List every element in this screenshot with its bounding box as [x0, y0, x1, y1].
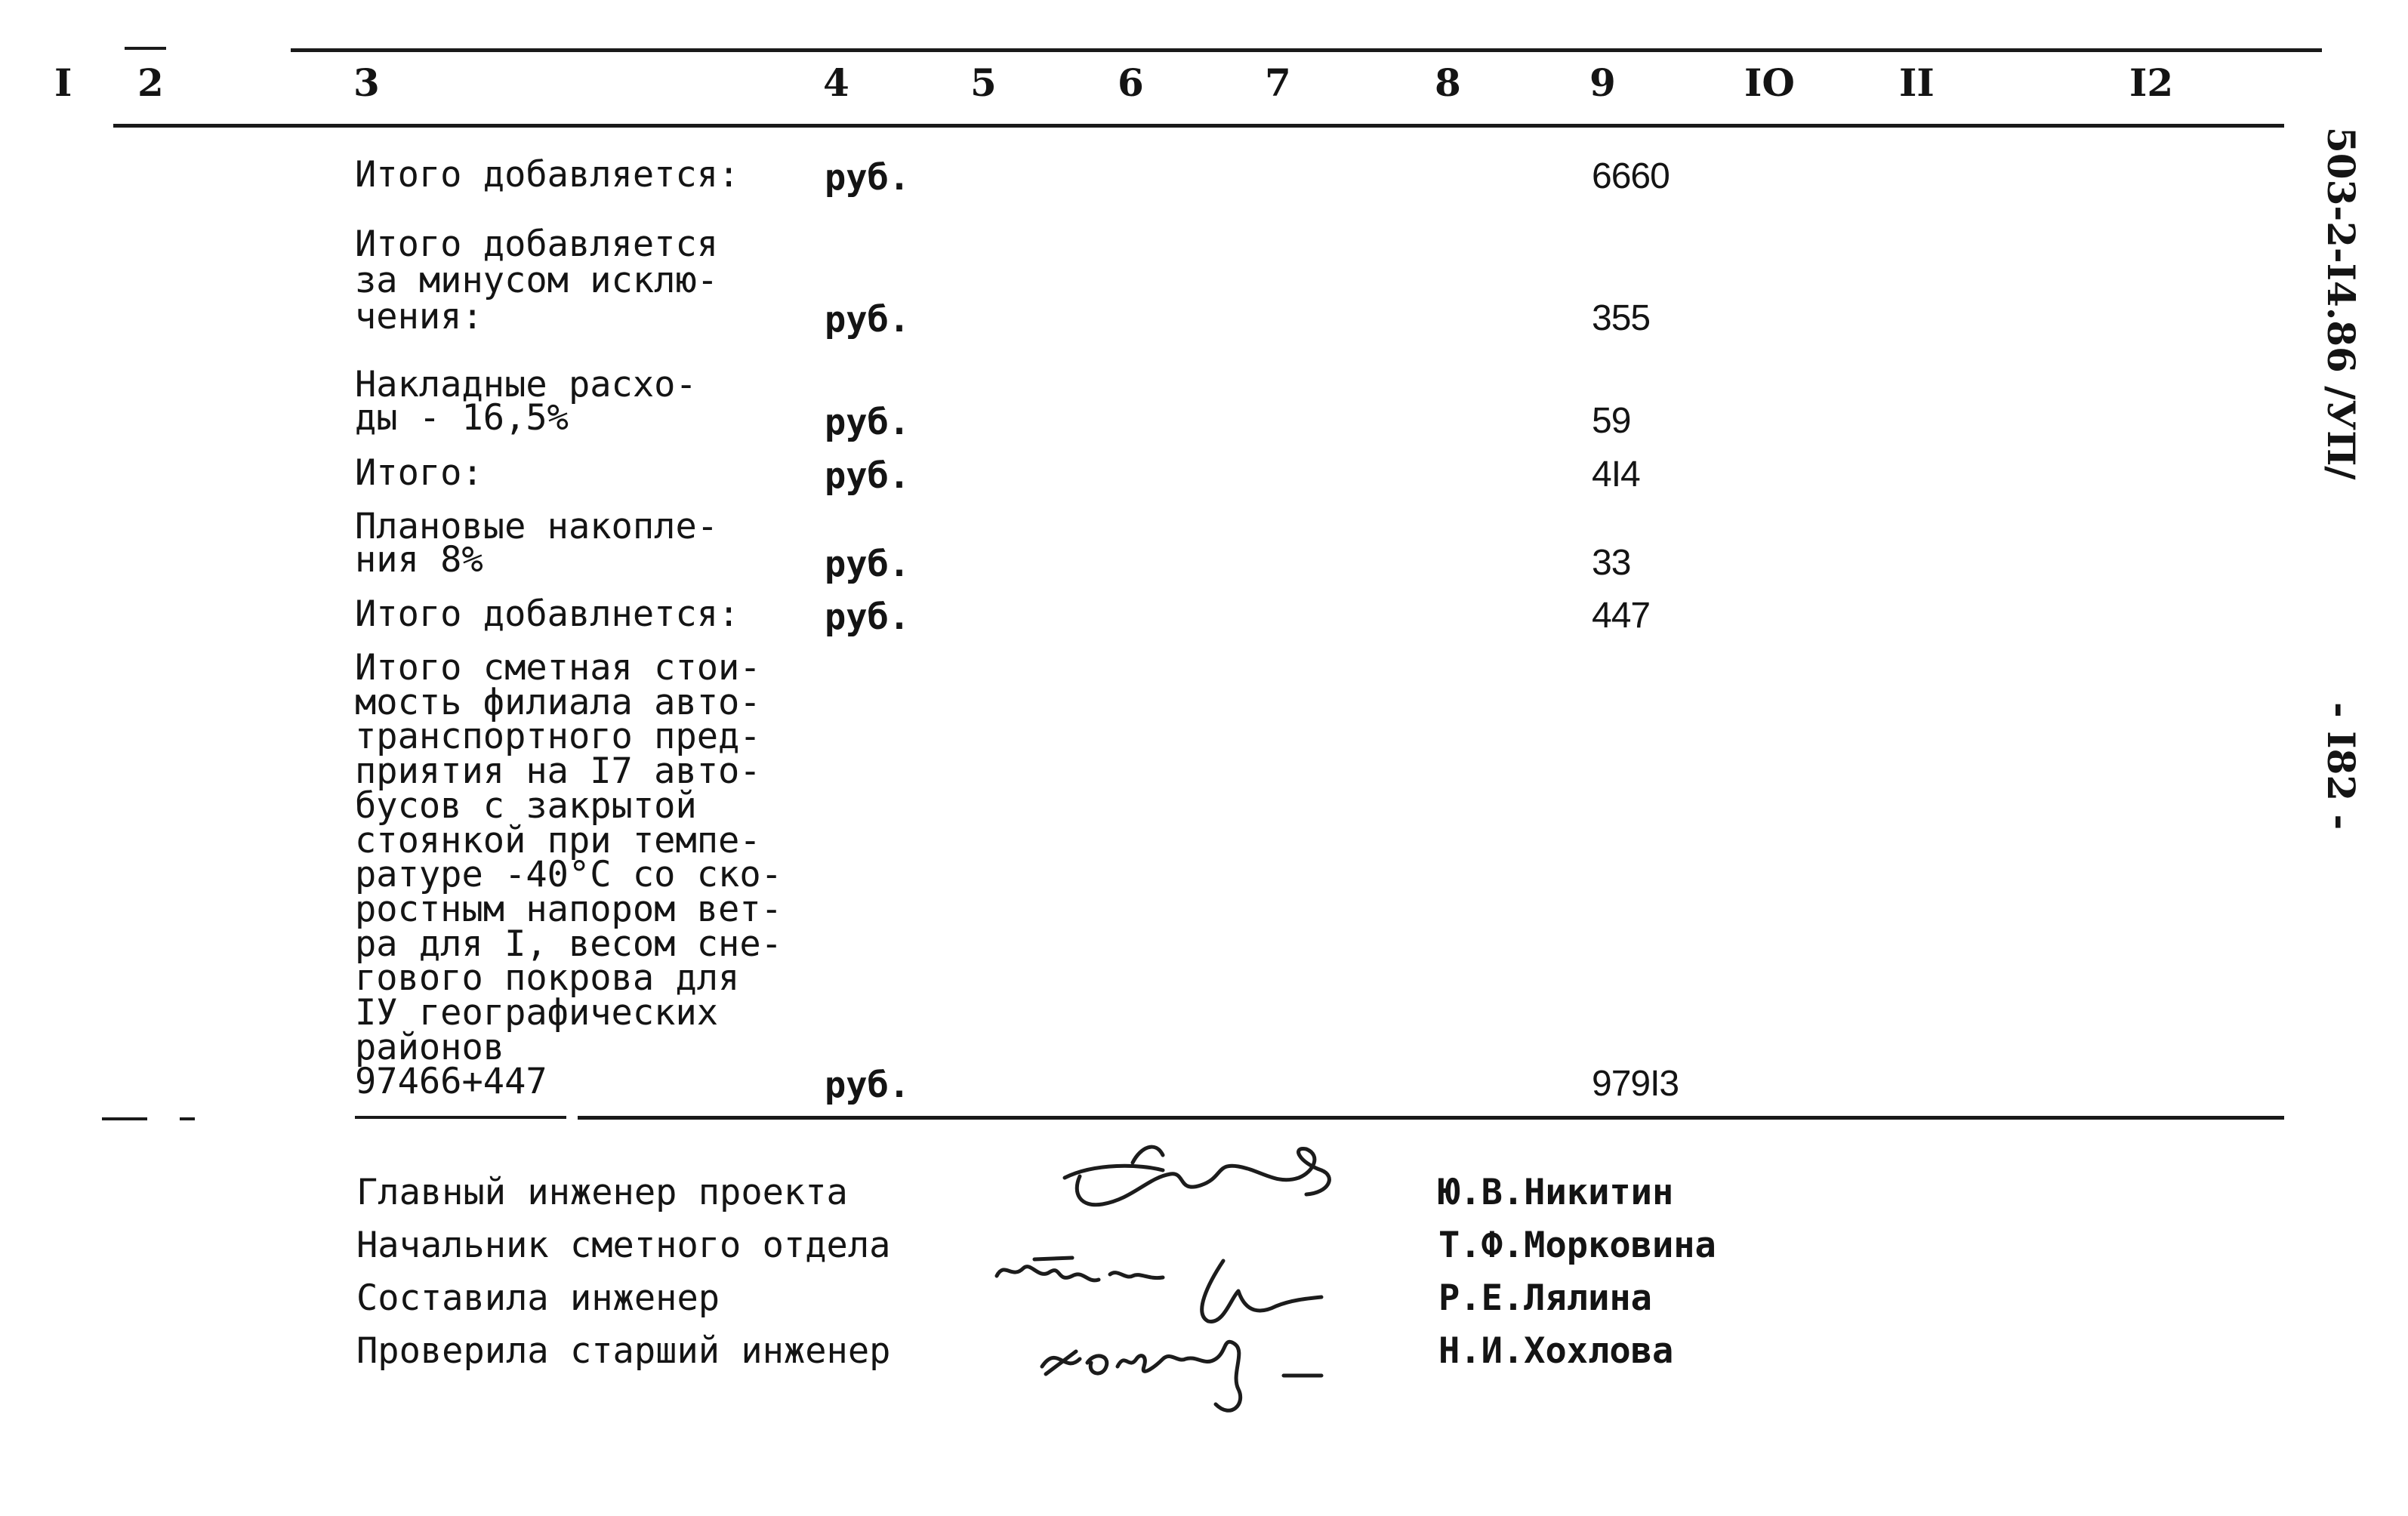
row-label-line: Накладные расхо- [355, 364, 697, 405]
row-unit: руб. [825, 544, 911, 585]
row-label-line: ды - 16,5% [355, 397, 569, 439]
row-label [355, 154, 740, 196]
row-label-line: Плановые накопле- [355, 506, 719, 547]
row-label-line: IУ географических [355, 992, 719, 1034]
signature-morkovina [989, 1238, 1186, 1299]
row-label-line: стоянкой при темпе- [355, 819, 761, 861]
header-rule [113, 124, 2284, 128]
row-label-line: приятия на I7 авто- [355, 750, 761, 793]
signature-nikitin [1050, 1132, 1352, 1238]
row-unit: руб. [825, 596, 911, 638]
column-number: 5 [970, 60, 997, 105]
column-number: 3 [353, 60, 380, 105]
row-label-line: транспортного пред- [355, 716, 761, 758]
column-number: 7 [1265, 60, 1291, 105]
row-label-line: за минусом исклю- [355, 260, 719, 301]
top-rule [291, 48, 2322, 52]
signatory-name: Н.И.Хохлова [1438, 1330, 1674, 1372]
column-number: I [54, 60, 72, 105]
column-number: II [1899, 60, 1935, 105]
row-label-line: гового покрова для [355, 957, 740, 1000]
row-label [355, 364, 697, 439]
column-number: I2 [2129, 60, 2174, 105]
column-number: 8 [1435, 60, 1461, 105]
signatory-role: Главный инженер проекта [356, 1172, 848, 1213]
row-label-line: Итого сметная стои- [355, 647, 761, 689]
row-value: 33 [1592, 543, 1631, 583]
row-label-line: ростным напором вет- [355, 888, 782, 930]
row-unit: руб. [825, 1065, 911, 1106]
signatory-name: Ю.В.Никитин [1438, 1172, 1674, 1213]
row-label-line: бусов с закрытой [355, 784, 697, 827]
bottom-rule-dash-2 [180, 1117, 195, 1120]
document-code: 503-2-I4.86 /УП/ [2319, 127, 2363, 480]
column-number: IO [1744, 60, 1795, 105]
row-label-line: ра для I, весом сне- [355, 923, 782, 965]
row-label [355, 223, 719, 337]
row-value: 355 [1592, 298, 1651, 338]
signature-khokhlova [1034, 1314, 1352, 1427]
row-unit: руб. [825, 299, 911, 340]
row-label-line: ния 8% [355, 539, 483, 581]
signatory-role: Составила инженер [356, 1277, 720, 1319]
row-label-line: 97466+447 [355, 1061, 547, 1103]
row-label [355, 647, 782, 1103]
row-label-line: ратуре -40°С со ско- [355, 854, 782, 896]
signatory-role: Начальник сметного отдела [356, 1225, 891, 1266]
row-unit: руб. [825, 455, 911, 497]
row-label-line: Итого добавляется: [355, 154, 740, 196]
bottom-rule-dash-1 [102, 1117, 147, 1120]
signatory-name: Т.Ф.Морковина [1438, 1225, 1716, 1266]
signatory-name: Р.Е.Лялина [1438, 1277, 1652, 1319]
column-number: 6 [1118, 60, 1144, 105]
row-label-line: Итого: [355, 452, 483, 494]
page-number: - I82 - [2319, 702, 2363, 830]
top-rule-short [125, 47, 166, 50]
row-unit: руб. [825, 157, 911, 199]
row-label-line: Итого добавлнется: [355, 593, 740, 635]
column-number: 9 [1589, 60, 1616, 105]
signatory-role: Проверила старший инженер [356, 1330, 891, 1372]
bottom-rule [578, 1116, 2284, 1120]
row-label-line: Итого добавляется [355, 223, 719, 265]
row-label-line: чения: [355, 296, 483, 337]
row-value: 447 [1592, 596, 1651, 636]
row-label-line: районов [355, 1026, 505, 1068]
row-value: 979I3 [1592, 1064, 1679, 1104]
column-number: 2 [137, 60, 164, 105]
row-unit: руб. [825, 402, 911, 443]
bottom-rule-dash-3 [355, 1116, 566, 1119]
row-value: 59 [1592, 401, 1631, 441]
row-value: 6660 [1592, 156, 1670, 196]
row-value: 4I4 [1592, 454, 1640, 495]
row-label-line: мость филиала авто- [355, 681, 761, 723]
row-label [355, 452, 483, 494]
column-number: 4 [823, 60, 849, 105]
row-label [355, 593, 740, 635]
row-label [355, 506, 719, 581]
